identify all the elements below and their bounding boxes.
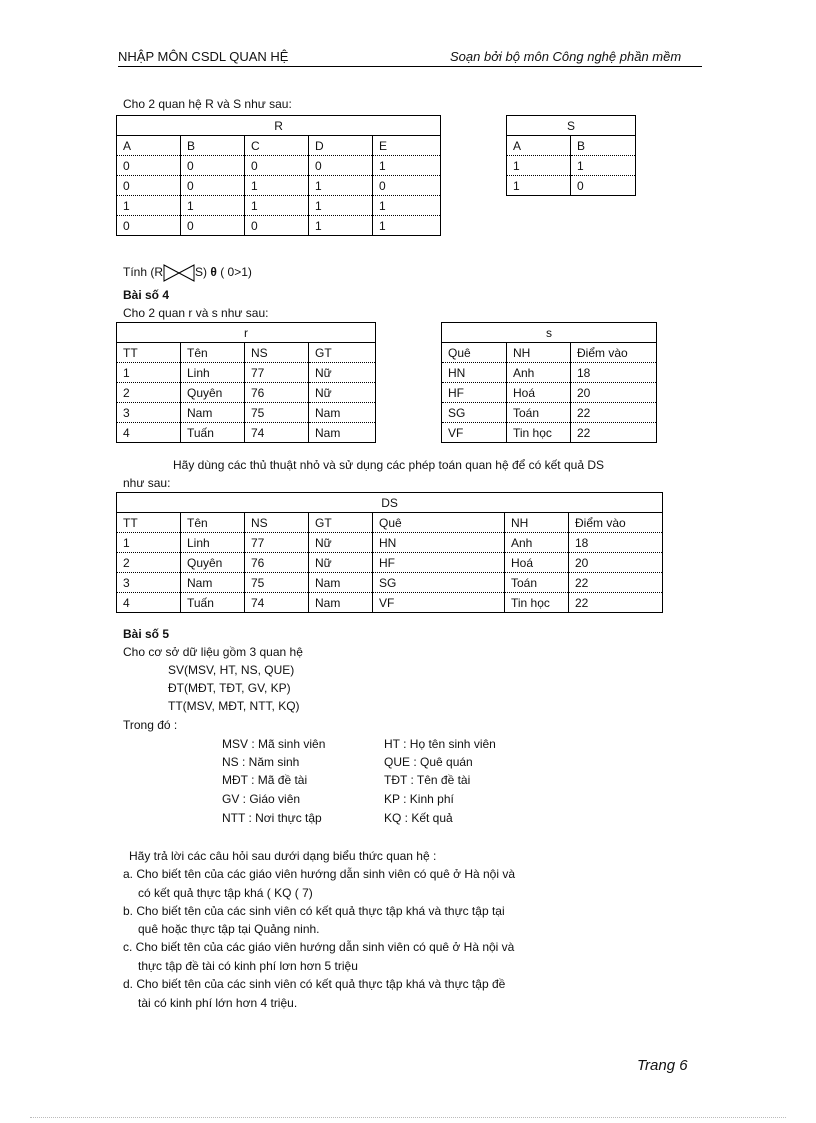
table-cell: 74 bbox=[245, 423, 309, 443]
table-cell: HF bbox=[442, 383, 507, 403]
table-title: r bbox=[117, 323, 376, 343]
table-cell: 22 bbox=[571, 403, 657, 423]
table-cell: Anh bbox=[507, 363, 571, 383]
column-header: NS bbox=[245, 343, 309, 363]
table-cell: 1 bbox=[507, 156, 571, 176]
question-line: a. Cho biết tên của các giáo viên hướng dẫn sinh viên có quê ở Hà nội và bbox=[123, 867, 516, 881]
table-cell: 0 bbox=[181, 156, 245, 176]
intro-text-1: Cho 2 quan hệ R và S như sau: bbox=[123, 97, 292, 111]
compute-suffix: S) bbox=[195, 265, 208, 280]
definition-item: GV : Giáo viên bbox=[222, 792, 301, 806]
column-header: A bbox=[507, 136, 571, 156]
table-row bbox=[117, 553, 663, 573]
bai4-intro: Cho 2 quan r và s như sau: bbox=[123, 306, 269, 320]
column-header: C bbox=[245, 136, 309, 156]
instruction-line-1: Hãy dùng các thủ thuật nhỏ và sử dụng các phép toán quan hệ để có kết quả DS bbox=[173, 458, 605, 472]
table-cell: 75 bbox=[245, 403, 309, 423]
table-cell: 0 bbox=[117, 216, 181, 236]
table-cell: 77 bbox=[245, 363, 309, 383]
table-cell: 4 bbox=[117, 423, 181, 443]
table-cell: Nữ bbox=[309, 533, 373, 553]
table-cell: 0 bbox=[181, 176, 245, 196]
table-cell: Nam bbox=[309, 573, 373, 593]
table-cell: 20 bbox=[571, 383, 657, 403]
table-cell: Toán bbox=[507, 403, 571, 423]
question-line: c. Cho biết tên của các giáo viên hướng dẫn sinh viên có quê ở Hà nội và bbox=[123, 940, 515, 954]
table-row bbox=[507, 156, 636, 176]
table-row bbox=[117, 156, 441, 176]
column-header: Điểm vào bbox=[571, 343, 657, 363]
table-cell: HN bbox=[373, 533, 505, 553]
table-cell: 3 bbox=[117, 573, 181, 593]
table-cell: 1 bbox=[507, 176, 571, 196]
table-cell: 20 bbox=[569, 553, 663, 573]
definition-item: MSV : Mã sinh viên bbox=[222, 737, 326, 751]
column-header: D bbox=[309, 136, 373, 156]
table-cell: Quyên bbox=[181, 383, 245, 403]
table-row bbox=[442, 363, 657, 383]
table-cell: SG bbox=[373, 573, 505, 593]
question-line: d. Cho biết tên của các sinh viên có kết quả thực tập khá và thực tập đề bbox=[123, 977, 506, 991]
column-header: NH bbox=[507, 343, 571, 363]
table-row bbox=[117, 403, 376, 423]
table-cell: 74 bbox=[245, 593, 309, 613]
question-line: thực tập đề tài có kinh phí lơn hơn 5 triệu bbox=[138, 959, 358, 973]
column-header: Tên bbox=[181, 513, 245, 533]
relation-schema: ĐT(MĐT, TĐT, GV, KP) bbox=[168, 681, 291, 695]
table-cell: 22 bbox=[569, 573, 663, 593]
table-cell: 76 bbox=[245, 553, 309, 573]
table-cell: Nam bbox=[309, 423, 376, 443]
table-row bbox=[117, 533, 663, 553]
table-cell: Toán bbox=[505, 573, 569, 593]
table-row bbox=[442, 423, 657, 443]
table-cell: 1 bbox=[245, 176, 309, 196]
column-header: GT bbox=[309, 343, 376, 363]
table-cell: 1 bbox=[181, 196, 245, 216]
column-header: E bbox=[373, 136, 441, 156]
table-cell: 18 bbox=[569, 533, 663, 553]
column-header: B bbox=[181, 136, 245, 156]
theta-symbol: θ bbox=[210, 265, 217, 280]
table-R bbox=[116, 115, 441, 236]
table-cell: 0 bbox=[309, 156, 373, 176]
theta-join-icon bbox=[163, 264, 195, 282]
table-row bbox=[117, 363, 376, 383]
table-cell: 1 bbox=[373, 196, 441, 216]
table-cell: Nam bbox=[309, 593, 373, 613]
table-cell: 77 bbox=[245, 533, 309, 553]
table-cell: Nam bbox=[181, 403, 245, 423]
definition-item: KQ : Kết quả bbox=[384, 811, 453, 825]
table-cell: 2 bbox=[117, 553, 181, 573]
table-cell: Nữ bbox=[309, 363, 376, 383]
table-cell: 1 bbox=[117, 533, 181, 553]
table-title: s bbox=[442, 323, 657, 343]
table-cell: Nữ bbox=[309, 383, 376, 403]
table-row bbox=[117, 383, 376, 403]
table-row bbox=[117, 176, 441, 196]
where-label: Trong đó : bbox=[123, 718, 178, 732]
bai4-title: Bài số 4 bbox=[123, 288, 170, 302]
table-cell: Nam bbox=[309, 403, 376, 423]
table-cell: Linh bbox=[181, 363, 245, 383]
question-intro: Hãy trả lời các câu hỏi sau dưới dạng biểu thức quan hệ : bbox=[129, 849, 437, 863]
table-cell: SG bbox=[442, 403, 507, 423]
table-cell: 0 bbox=[117, 156, 181, 176]
table-row bbox=[117, 423, 376, 443]
compute-expression bbox=[123, 264, 252, 282]
table-cell: Nữ bbox=[309, 553, 373, 573]
table-cell: Hoá bbox=[505, 553, 569, 573]
table-cell: Quyên bbox=[181, 553, 245, 573]
definition-item: QUE : Quê quán bbox=[384, 755, 473, 769]
table-cell: HN bbox=[442, 363, 507, 383]
table-cell: 1 bbox=[117, 363, 181, 383]
table-cell: 75 bbox=[245, 573, 309, 593]
table-cell: Nam bbox=[181, 573, 245, 593]
table-cell: Tuấn bbox=[181, 423, 245, 443]
page-number: Trang 6 bbox=[637, 1057, 688, 1074]
table-row bbox=[117, 593, 663, 613]
relation-schema: TT(MSV, MĐT, NTT, KQ) bbox=[168, 699, 300, 713]
compute-prefix: Tính (R bbox=[123, 265, 164, 280]
table-cell: 1 bbox=[571, 156, 636, 176]
column-header: Quê bbox=[442, 343, 507, 363]
table-cell: Hoá bbox=[507, 383, 571, 403]
table-cell: 0 bbox=[181, 216, 245, 236]
table-DS bbox=[116, 492, 663, 613]
table-row bbox=[117, 216, 441, 236]
table-row bbox=[507, 176, 636, 196]
relation-schema: SV(MSV, HT, NS, QUE) bbox=[168, 663, 295, 677]
definition-item: MĐT : Mã đề tài bbox=[222, 773, 308, 787]
definition-item: HT : Họ tên sinh viên bbox=[384, 737, 496, 751]
table-cell: Tin học bbox=[507, 423, 571, 443]
question-line: có kết quả thực tập khá ( KQ ( 7) bbox=[138, 886, 313, 900]
table-cell: Tuấn bbox=[181, 593, 245, 613]
table-title: DS bbox=[117, 493, 663, 513]
table-s bbox=[441, 322, 657, 443]
table-cell: 0 bbox=[373, 176, 441, 196]
table-title: S bbox=[507, 116, 636, 136]
page-bottom-rule bbox=[30, 1117, 786, 1118]
table-cell: Anh bbox=[505, 533, 569, 553]
column-header: NS bbox=[245, 513, 309, 533]
column-header: Tên bbox=[181, 343, 245, 363]
table-cell: 1 bbox=[309, 176, 373, 196]
question-line: tài có kinh phí lớn hơn 4 triệu. bbox=[138, 996, 298, 1010]
bai5-intro: Cho cơ sở dữ liệu gồm 3 quan hệ bbox=[123, 645, 303, 659]
table-r bbox=[116, 322, 376, 443]
table-cell: 18 bbox=[571, 363, 657, 383]
table-cell: Linh bbox=[181, 533, 245, 553]
definition-item: TĐT : Tên đề tài bbox=[384, 773, 471, 787]
table-cell: 1 bbox=[117, 196, 181, 216]
table-cell: 0 bbox=[245, 216, 309, 236]
bai5-title: Bài số 5 bbox=[123, 627, 170, 641]
table-cell: 3 bbox=[117, 403, 181, 423]
table-cell: HF bbox=[373, 553, 505, 573]
table-cell: 1 bbox=[373, 156, 441, 176]
column-header: TT bbox=[117, 343, 181, 363]
table-cell: 1 bbox=[373, 216, 441, 236]
column-header: TT bbox=[117, 513, 181, 533]
column-header: Điểm vào bbox=[569, 513, 663, 533]
table-title: R bbox=[117, 116, 441, 136]
definition-item: NS : Năm sinh bbox=[222, 755, 300, 769]
table-cell: 0 bbox=[245, 156, 309, 176]
table-row bbox=[117, 196, 441, 216]
table-cell: Tin học bbox=[505, 593, 569, 613]
header-rule bbox=[118, 66, 702, 67]
column-header: Quê bbox=[373, 513, 505, 533]
table-cell: 1 bbox=[245, 196, 309, 216]
table-cell: VF bbox=[373, 593, 505, 613]
table-cell: 22 bbox=[571, 423, 657, 443]
table-S bbox=[506, 115, 636, 196]
table-row bbox=[442, 403, 657, 423]
question-line: quê hoặc thực tập tại Quảng ninh. bbox=[138, 922, 320, 936]
column-header: NH bbox=[505, 513, 569, 533]
header-author: Soạn bởi bộ môn Công nghệ phần mềm bbox=[450, 49, 682, 64]
table-cell: 22 bbox=[569, 593, 663, 613]
definition-item: NTT : Nơi thực tập bbox=[222, 811, 322, 825]
table-cell: 1 bbox=[309, 216, 373, 236]
table-cell: 0 bbox=[117, 176, 181, 196]
definition-item: KP : Kinh phí bbox=[384, 792, 454, 806]
table-cell: 4 bbox=[117, 593, 181, 613]
instruction-line-2: như sau: bbox=[123, 476, 171, 490]
header-title: NHẬP MÔN CSDL QUAN HỆ bbox=[118, 49, 289, 64]
table-row bbox=[442, 383, 657, 403]
table-row bbox=[117, 573, 663, 593]
table-cell: 1 bbox=[309, 196, 373, 216]
column-header: A bbox=[117, 136, 181, 156]
table-cell: 0 bbox=[571, 176, 636, 196]
column-header: GT bbox=[309, 513, 373, 533]
table-cell: VF bbox=[442, 423, 507, 443]
column-header: B bbox=[571, 136, 636, 156]
compute-condition: ( 0>1) bbox=[220, 265, 252, 280]
table-cell: 76 bbox=[245, 383, 309, 403]
table-cell: 2 bbox=[117, 383, 181, 403]
question-line: b. Cho biết tên của các sinh viên có kết quả thực tập khá và thực tập tại bbox=[123, 904, 505, 918]
